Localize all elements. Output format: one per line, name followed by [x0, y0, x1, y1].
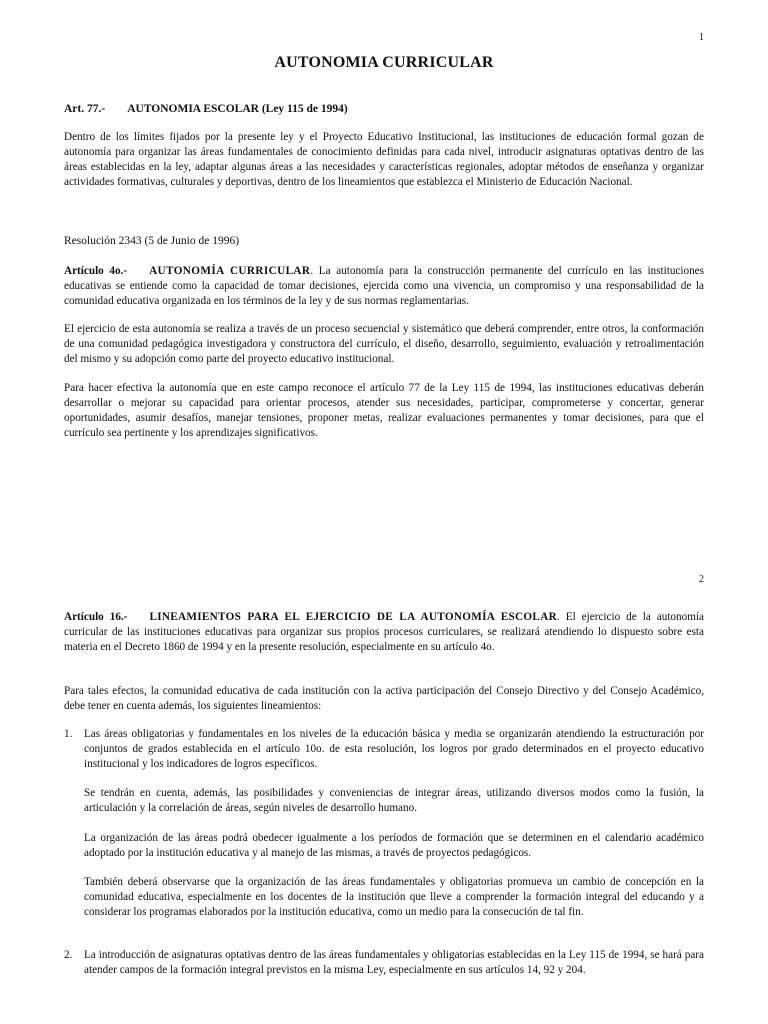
art16-body: . El ejercicio de la autonomía curricular de las instituciones educativas para organizar sus propios procesos curriculares, se realizará atendiendo lo dispuesto sobre esta materia en el Decreto 1860 de 1994 y en la presente resolución, especialmente en su artículo 4o.: [64, 611, 704, 653]
list-item-text: La introducción de asignaturas optativas dentro de las áreas fundamentales y obligatorias establecidas en la Ley 115 de 1994, se hará para atender campos de la formación integral previstos en la misma Ley, especialmente en sus artículos 14, 92 y 204.: [84, 949, 704, 976]
art16-paragraph: [64, 610, 704, 655]
art4-label: Artículo 4o.-: [64, 265, 128, 277]
list-item: [64, 948, 704, 978]
art77-label: Art. 77.-: [64, 103, 106, 115]
list-subparagraph: La organización de las áreas podrá obedecer igualmente a los períodos de formación que se determinen en el calendario académico adoptado por la institución educativa y al manejo de las mismas, a través de proyectos pedagógicos.: [84, 832, 704, 859]
list-item-number: 2.: [64, 949, 73, 961]
list-subparagraph: Se tendrán en cuenta, además, las posibilidades y conveniencias de integrar áreas, utilizando diversos modos como la fusión, la articulación y la correlación de áreas, según niveles de desarrollo humano.: [84, 787, 704, 814]
list-item: [64, 727, 704, 772]
page-number: 2: [699, 574, 704, 585]
art77-heading: [64, 102, 704, 117]
art77-title: AUTONOMIA ESCOLAR (Ley 115 de 1994): [127, 103, 348, 115]
page-number: 1: [699, 32, 704, 43]
list-item-text: Las áreas obligatorias y fundamentales en los niveles de la educación básica y media se organizarán atendiendo la estructuración por conjuntos de grados establecida en el artículo 10o. de esta resolución, los logros por grado determinados en el proyecto educativo institucional y los indicadores de logros específicos.: [84, 728, 704, 770]
list-item-number: 1.: [64, 728, 73, 740]
autonomy-paragraph-2: El ejercicio de esta autonomía se realiza a través de un proceso secuencial y sistemático que deberá comprender, entre otros, la conformación de una comunidad pedagógica investigadora y constructora del currículo, el diseño, desarrollo, seguimiento, evaluación y retroalimentación del mismo y su adopción como parte del proyecto educativo institucional.: [64, 323, 704, 365]
art4-paragraph: [64, 264, 704, 309]
art16-title: LINEAMIENTOS PARA EL EJERCICIO DE LA AUTONOMÍA ESCOLAR: [149, 611, 557, 623]
document-title: AUTONOMIA CURRICULAR: [274, 54, 494, 71]
art4-body: . La autonomía para la construcción permanente del currículo en las instituciones educativas se entiende como la capacidad de tomar decisiones, ejercida como una vivencia, un compromiso y una responsabilidad de la comunidad educativa organizada en los términos de la ley y de sus normas reglamentarias.: [64, 265, 704, 307]
guidelines-intro: Para tales efectos, la comunidad educativa de cada institución con la activa participación del Consejo Directivo y del Consejo Académico, debe tener en cuenta además, los siguientes lineamientos:: [64, 685, 704, 712]
art16-label: Artículo 16.-: [64, 611, 128, 623]
autonomy-paragraph-3: Para hacer efectiva la autonomía que en este campo reconoce el artículo 77 de la Ley 115 de 1994, las instituciones educativas deberán desarrollar o mejorar su capacidad para orientar procesos, atender sus necesidades, participar, comprometerse y concertar, generar oportunidades, asumir desafíos, manejar tensiones, proponer metas, realizar evaluaciones permanentes y tomar decisiones, para que el currículo sea pertinente y los aprendizajes significativos.: [64, 382, 704, 439]
art77-body: Dentro de los límites fijados por la presente ley y el Proyecto Educativo Institucional, las instituciones de educación formal gozan de autonomía para organizar las áreas fundamentales de conocimiento definidas para cada nivel, introducir asignaturas optativas dentro de las áreas establecidas en la ley, adaptar algunas áreas a las necesidades y características regionales, adoptar métodos de enseñanza y organizar actividades formativas, culturales y deportivas, dentro de los lineamientos que establezca el Ministerio de Educación Nacional.: [64, 131, 704, 188]
art4-title: AUTONOMÍA CURRICULAR: [149, 265, 311, 277]
list-subparagraph: También deberá observarse que la organización de las áreas fundamentales y obligatorias promueva un cambio de concepción en la comunidad educativa, especialmente en los docentes de la institución que lleve a comprender la formación integral del educando y a considerar los programas elaborados por la institución educativa, como un medio para la consecución de tal fin.: [84, 876, 704, 918]
resolution-line: Resolución 2343 (5 de Junio de 1996): [64, 235, 240, 247]
